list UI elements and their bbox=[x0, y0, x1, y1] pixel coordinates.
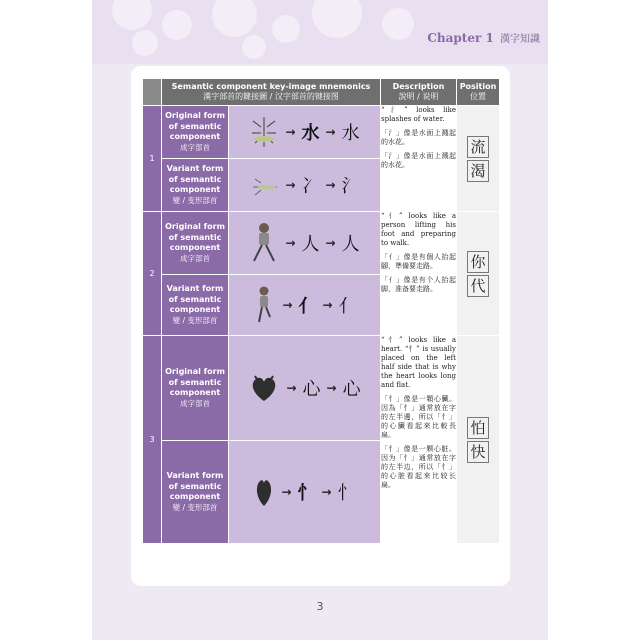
person-standing-icon bbox=[249, 221, 279, 265]
heart-elongated-icon bbox=[253, 476, 275, 508]
header-mnemonics: Semantic component key-image mnemonics 漢字部首的鍵接圖 / 汉字部首的键接图 bbox=[162, 79, 381, 106]
ancient-glyph: 忄 bbox=[297, 483, 316, 504]
table-row bbox=[143, 106, 500, 159]
position-cell bbox=[457, 212, 500, 336]
ancient-glyph: 心 bbox=[302, 379, 321, 400]
position-cell bbox=[457, 106, 500, 212]
position-example-char: 怕 bbox=[467, 417, 489, 439]
original-form-label: Original form of semantic component 成字部首 bbox=[162, 106, 229, 159]
water-splash-icon bbox=[249, 115, 279, 149]
row-number: 3 bbox=[143, 336, 162, 544]
position-cell bbox=[457, 336, 500, 544]
table-header-row bbox=[143, 79, 500, 106]
chapter-heading bbox=[427, 30, 540, 45]
position-example-char: 代 bbox=[467, 275, 489, 297]
original-form-label: Original form of semantic component 成字部首 bbox=[162, 212, 229, 275]
mnemonics-table bbox=[142, 78, 500, 544]
arrow-icon: → bbox=[321, 485, 332, 499]
original-form-sequence bbox=[229, 212, 381, 275]
description-cell: “氵” looks like splashes of water. 「氵」像是水面上濺起的水花。 「氵」像是水面上溅起的水花。 bbox=[381, 106, 457, 212]
variant-form-label: Variant form of semantic component 變 / 变形部首 bbox=[162, 275, 229, 336]
original-form-sequence bbox=[229, 106, 381, 159]
arrow-icon: → bbox=[325, 125, 336, 139]
variant-form-sequence bbox=[229, 159, 381, 212]
original-form-label: Original form of semantic component 成字部首 bbox=[162, 336, 229, 441]
original-form-sequence bbox=[229, 336, 381, 441]
arrow-icon: → bbox=[285, 125, 296, 139]
arrow-icon: → bbox=[325, 236, 336, 250]
modern-glyph: 忄 bbox=[337, 483, 356, 504]
arrow-icon: → bbox=[285, 236, 296, 250]
water-splash-small-icon bbox=[249, 173, 279, 197]
arrow-icon: → bbox=[281, 485, 292, 499]
arrow-icon: → bbox=[326, 381, 337, 395]
ancient-glyph: 冫 bbox=[301, 176, 320, 197]
row-number: 2 bbox=[143, 212, 162, 336]
variant-form-sequence bbox=[229, 275, 381, 336]
ancient-glyph: 亻 bbox=[298, 296, 317, 317]
row-number: 1 bbox=[143, 106, 162, 212]
arrow-icon: → bbox=[322, 298, 333, 312]
position-example-char: 快 bbox=[467, 441, 489, 463]
position-example-char: 流 bbox=[467, 136, 489, 158]
table-row bbox=[143, 336, 500, 441]
modern-glyph: 水 bbox=[341, 123, 360, 144]
table-row bbox=[143, 212, 500, 275]
modern-glyph: 心 bbox=[342, 379, 361, 400]
variant-form-sequence bbox=[229, 441, 381, 544]
modern-glyph: 氵 bbox=[341, 176, 360, 197]
modern-glyph: 亻 bbox=[338, 296, 357, 317]
header-position: Position 位置 bbox=[457, 79, 500, 106]
chapter-title-zh: 漢字知識 bbox=[500, 34, 540, 45]
variant-form-label: Variant form of semantic component 變 / 变形部首 bbox=[162, 159, 229, 212]
position-example-char: 你 bbox=[467, 251, 489, 273]
variant-form-label: Variant form of semantic component 變 / 变形部首 bbox=[162, 441, 229, 544]
arrow-icon: → bbox=[325, 178, 336, 192]
arrow-icon: → bbox=[286, 381, 297, 395]
description-cell: “亻” looks like a person lifting his foot and preparing to walk. 「亻」像是有個人抬起腳，準備要走路。 「亻」像是有个人抬起脚，准备要走路。 bbox=[381, 212, 457, 336]
ancient-glyph: 水 bbox=[301, 123, 320, 144]
ancient-glyph: 人 bbox=[301, 234, 320, 255]
position-example-char: 渴 bbox=[467, 160, 489, 182]
header-description: Description 說明 / 说明 bbox=[381, 79, 457, 106]
chapter-label: Chapter 1 bbox=[427, 31, 494, 45]
heart-icon bbox=[248, 373, 280, 403]
modern-glyph: 人 bbox=[341, 234, 360, 255]
page-number: 3 bbox=[316, 600, 324, 613]
arrow-icon: → bbox=[282, 298, 293, 312]
description-cell: “忄” looks like a heart. “忄” is usually placed on the left half side that is why the heart looks long and flat. 「忄」像是一顆心臟。因為「忄」通常放在字的左半邊，所以「忄」的心臟看起來比較長扁。 「忄」像是一颗心脏。因为「忄」通常放在字的左半边，所以「忄」的心脏看起来比较长扁。 bbox=[381, 336, 457, 544]
person-walking-icon bbox=[252, 285, 276, 325]
arrow-icon: → bbox=[285, 178, 296, 192]
